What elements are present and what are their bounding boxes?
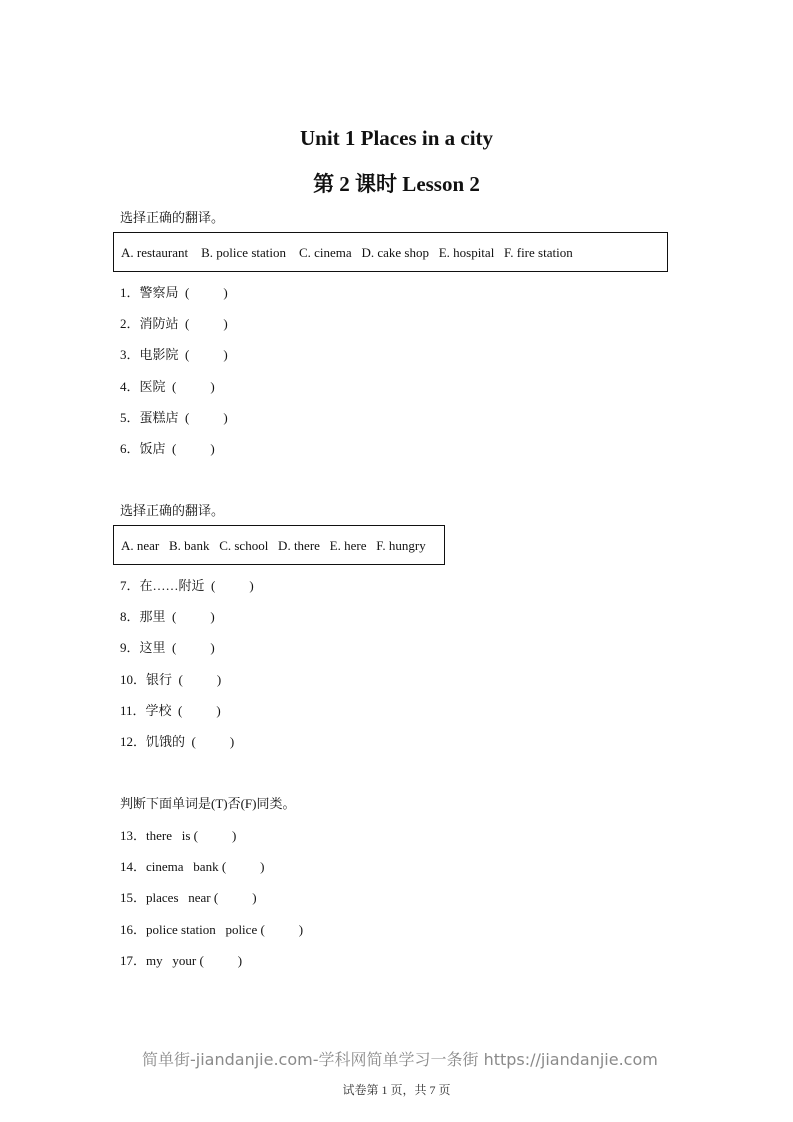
question-item	[120, 407, 228, 426]
question-text: places near (	[146, 890, 219, 906]
question-item	[120, 575, 254, 594]
question-text: 蛋糕店 (	[139, 409, 190, 425]
question-text: 这里 (	[139, 640, 177, 656]
question-number: 8．	[120, 609, 140, 625]
question-number: 14．	[120, 859, 147, 875]
question-item	[120, 825, 236, 844]
question-number: 5．	[120, 409, 140, 425]
question-text: my your (	[146, 952, 204, 968]
question-text: cinema bank (	[146, 859, 227, 875]
question-item	[120, 344, 228, 363]
question-number: 12．	[120, 734, 147, 749]
question-item	[120, 919, 303, 938]
page-footer: 试卷第 1 页，共 7 页	[342, 1083, 451, 1097]
section-2-instruction: 选择正确的翻译。	[120, 503, 225, 518]
question-number: 13．	[120, 828, 147, 843]
close-paren: )	[252, 890, 257, 906]
question-text: 电影院 (	[139, 347, 190, 363]
question-number: 2．	[120, 316, 140, 332]
question-text: police station police (	[146, 921, 265, 937]
question-number: 11．	[120, 702, 146, 718]
question-item	[120, 606, 215, 625]
question-item	[120, 856, 265, 875]
question-number: 17．	[120, 952, 147, 968]
close-paren: )	[216, 702, 221, 718]
close-paren: )	[232, 828, 237, 843]
question-number: 15．	[120, 890, 147, 906]
question-item	[120, 669, 221, 688]
question-item	[120, 376, 215, 395]
close-paren: )	[237, 952, 243, 968]
close-paren: )	[249, 578, 254, 593]
watermark: 简单街-jiandanjie.com-学科网简单学习一条街 https://jiandanjie.com	[142, 1050, 658, 1069]
question-text: there is (	[146, 828, 198, 843]
question-text: 银行 (	[146, 671, 183, 687]
question-text: 在……附近 (	[139, 578, 216, 593]
question-item	[120, 887, 257, 906]
question-text: 那里 (	[139, 609, 177, 625]
question-number: 9．	[120, 640, 140, 656]
close-paren: )	[216, 671, 222, 687]
question-text: 饭店 (	[139, 441, 177, 456]
close-paren: )	[223, 409, 228, 425]
question-number: 1．	[120, 285, 140, 300]
close-paren: )	[223, 347, 228, 363]
section-1-options: A. restaurant B. police station C. cinema D. cake shop E. hospital F. fire station	[121, 245, 573, 260]
question-number: 3．	[120, 347, 140, 363]
question-text: 消防站 (	[139, 316, 190, 332]
question-item	[120, 282, 228, 301]
question-number: 10．	[120, 671, 147, 687]
close-paren: )	[210, 441, 215, 456]
close-paren: )	[210, 609, 215, 625]
question-text: 警察局 (	[139, 285, 190, 300]
question-number: 16．	[120, 921, 147, 937]
section-1-options-box	[113, 232, 668, 272]
close-paren: )	[223, 316, 228, 332]
close-paren: )	[210, 640, 215, 656]
question-item	[120, 950, 242, 969]
question-text: 医院 (	[139, 378, 177, 394]
question-text: 饥饿的 (	[146, 734, 196, 749]
close-paren: )	[223, 285, 228, 300]
question-item	[120, 731, 234, 750]
section-2-options: A. near B. bank C. school D. there E. here F. hungry	[121, 538, 426, 553]
close-paren: )	[260, 859, 265, 875]
section-3-instruction: 判断下面单词是(T)否(F)同类。	[120, 796, 296, 811]
question-text: 学校 (	[145, 702, 183, 718]
question-item	[120, 637, 215, 656]
close-paren: )	[229, 734, 235, 749]
lesson-subtitle: 第 2 课时 Lesson 2	[313, 172, 480, 196]
question-number: 6．	[120, 441, 140, 456]
question-item	[120, 313, 228, 332]
question-number: 7．	[120, 578, 140, 593]
close-paren: )	[210, 378, 215, 394]
section-2-options-box	[113, 525, 445, 565]
question-item	[120, 438, 215, 457]
section-1-instruction: 选择正确的翻译。	[120, 210, 225, 225]
document-title: Unit 1 Places in a city	[299, 126, 494, 150]
close-paren: )	[298, 921, 304, 937]
question-number: 4．	[120, 378, 140, 394]
question-item	[120, 700, 221, 719]
